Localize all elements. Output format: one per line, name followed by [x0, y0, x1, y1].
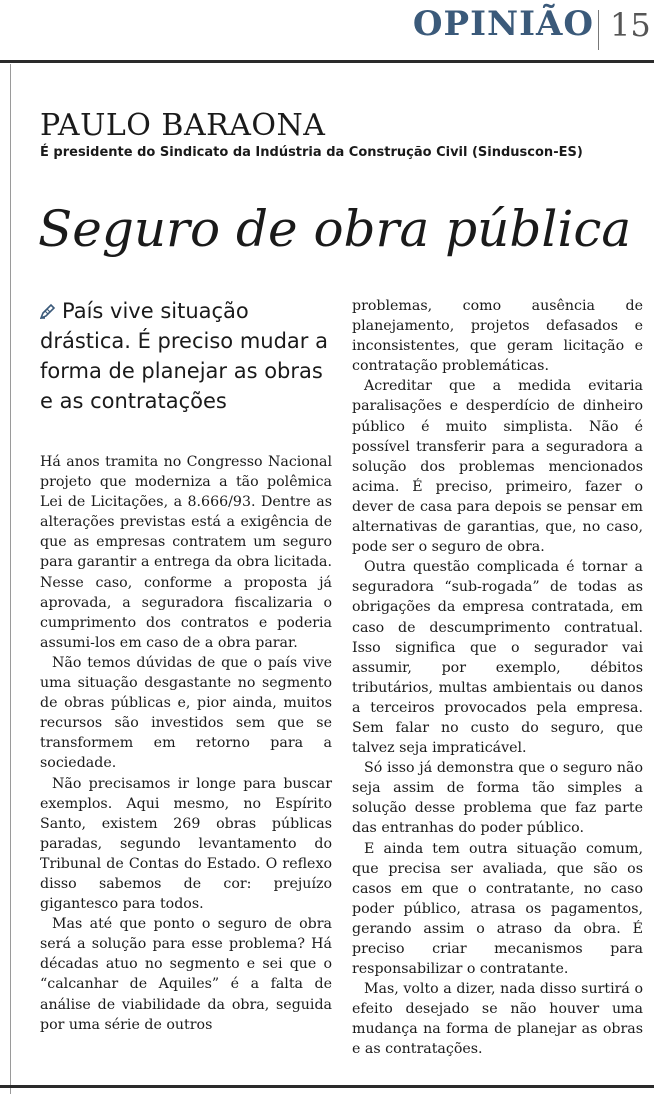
article-paragraph: Acreditar que a medida evitaria paralisações e desperdício de dinheiro público é muito simplista. Não é possível transferir para a seguradora a solução dos problemas mencionados acima. É preciso, primeiro, fazer o dever de casa para depois se pensar em alternativas de garantias, que, no caso, pode ser o seguro de obra. — [352, 378, 643, 556]
article-paragraph: Só isso já demonstra que o seguro não seja assim de forma tão simples a solução desse problema que faz parte das entranhas do poder público. — [352, 760, 643, 837]
section-title: OPINIÃO — [412, 4, 594, 44]
article-headline: Seguro de obra pública — [38, 200, 632, 258]
article-paragraph: Não temos dúvidas de que o país vive uma situação desgastante no segmento de obras públicas e, pior ainda, muitos recursos são investidos sem que se transformem em retorno para a sociedade. — [40, 654, 332, 772]
page-number: 15 — [610, 6, 651, 44]
article-paragraph: Mas até que ponto o seguro de obra será a solução para esse problema? Há décadas atuo no segmento e sei que o “calcanhar de Aquiles” é a falta de análise de viabilidade da obra, seguida por uma série de outros — [40, 916, 332, 1033]
article-column-right — [352, 296, 643, 1060]
left-margin-rule — [10, 64, 11, 1094]
article-paragraph: Outra questão complicada é tornar a seguradora “sub-rogada” de todas as obrigações da empresa contratada, em caso de descumprimento contratual. Isso significa que o segurador vai assumir, por exemplo, débitos tributários, multas ambientais ou danos a terceiros provocados pela empresa. Sem falar no custo do seguro, que talvez seja impraticável. — [352, 559, 643, 757]
article-column-left — [40, 296, 332, 1035]
article-paragraph: Mas, volto a dizer, nada disso surtirá o efeito desejado se não houver uma mudança na forma de planejar as obras e as contratações. — [352, 981, 643, 1058]
article-paragraph: Há anos tramita no Congresso Nacional projeto que moderniza a tão polêmica Lei de Licitações, a 8.666/93. Dentre as alterações previstas está a exigência de que as empresas contratem um seguro para garantir a entrega da obra licitada. Nesse caso, conforme a proposta já aprovada, a seguradora fiscalizaria o cumprimento dos contratos e poderia assumi-los em caso de a obra parar. — [40, 454, 332, 651]
lead-text: País vive situação drástica. É preciso mudar a forma de planejar as obras e as contratações — [40, 299, 328, 413]
article-lead — [40, 296, 332, 416]
header-divider — [598, 10, 599, 50]
article-paragraph: Não precisamos ir longe para buscar exemplos. Aqui mesmo, no Espírito Santo, existem 269 obras públicas paradas, segundo levantamento do Tribunal de Contas do Estado. O reflexo disso sabemos de cor: prejuízo gigantesco para todos. — [40, 775, 332, 913]
article-paragraph: E ainda tem outra situação comum, que precisa ser avaliada, que são os casos em que o contratante, no caso poder público, atrasa os pagamentos, gerando assim o atraso da obra. É preciso criar mecanismos para responsabilizar o contratante. — [352, 840, 643, 978]
header-rule — [0, 60, 654, 63]
author-role: É presidente do Sindicato da Indústria da Construção Civil (Sinduscon-ES) — [40, 145, 583, 160]
footer-rule — [0, 1085, 654, 1088]
pencil-icon — [40, 303, 56, 319]
author-name: PAULO BARAONA — [40, 108, 326, 143]
article-paragraph: problemas, como ausência de planejamento, projetos defasados e inconsistentes, que geram licitação e contratação problemáticas. — [352, 298, 643, 375]
